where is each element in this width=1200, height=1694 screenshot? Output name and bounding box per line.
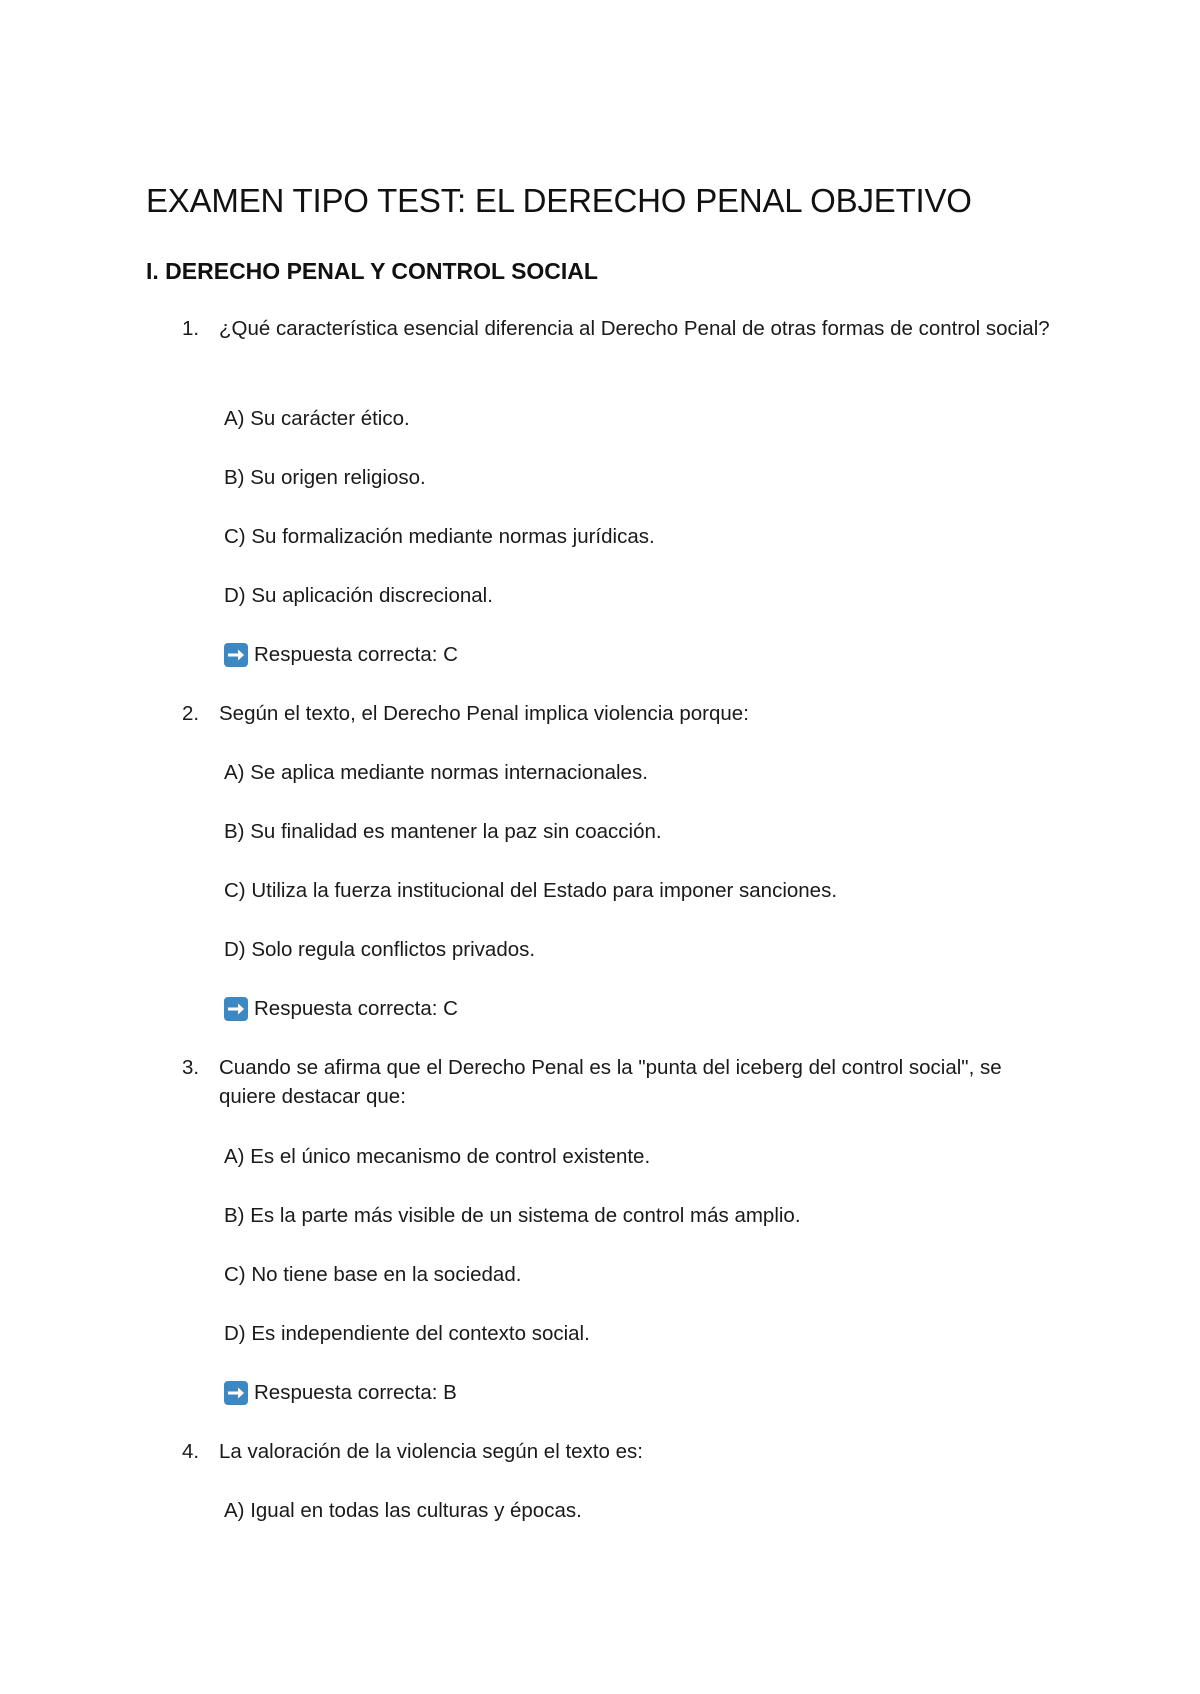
option-c: C) No tiene base en la sociedad. (224, 1263, 522, 1286)
question-number: 2. (182, 702, 200, 725)
option-b: B) Es la parte más visible de un sistema de control más amplio. (224, 1204, 801, 1227)
option-a: A) Igual en todas las culturas y épocas. (224, 1499, 582, 1522)
option-b: B) Su finalidad es mantener la paz sin coacción. (224, 820, 662, 843)
arrow-right-icon (224, 1381, 248, 1405)
option-a: A) Se aplica mediante normas internacionales. (224, 761, 648, 784)
correct-answer-text: Respuesta correcta: C (254, 997, 458, 1020)
correct-answer (224, 640, 458, 669)
question-text: Según el texto, el Derecho Penal implica violencia porque: (219, 702, 749, 725)
question-text: ¿Qué característica esencial diferencia al Derecho Penal de otras formas de control social? (219, 317, 1050, 340)
document-title: EXAMEN TIPO TEST: EL DERECHO PENAL OBJETIVO (146, 182, 972, 219)
correct-answer (224, 994, 458, 1023)
arrow-right-icon (224, 997, 248, 1021)
option-c: C) Su formalización mediante normas jurídicas. (224, 525, 655, 548)
option-b: B) Su origen religioso. (224, 466, 426, 489)
option-a: A) Es el único mecanismo de control existente. (224, 1145, 651, 1168)
question-number: 4. (182, 1440, 200, 1463)
option-d: D) Solo regula conflictos privados. (224, 938, 536, 961)
section-title: I. DERECHO PENAL Y CONTROL SOCIAL (146, 258, 598, 284)
question-text: La valoración de la violencia según el texto es: (219, 1440, 643, 1463)
correct-answer (224, 1378, 457, 1407)
option-c: C) Utiliza la fuerza institucional del Estado para imponer sanciones. (224, 879, 838, 902)
option-d: D) Es independiente del contexto social. (224, 1322, 590, 1345)
arrow-right-icon (224, 643, 248, 667)
correct-answer-text: Respuesta correcta: B (254, 1381, 457, 1404)
question-text: Cuando se afirma que el Derecho Penal es la "punta del iceberg del control social", se quiere destacar que: (219, 1056, 1002, 1108)
option-a: A) Su carácter ético. (224, 407, 410, 430)
correct-answer-text: Respuesta correcta: C (254, 643, 458, 666)
option-d: D) Su aplicación discrecional. (224, 584, 493, 607)
question-number: 1. (182, 317, 200, 340)
question-number: 3. (182, 1056, 200, 1079)
